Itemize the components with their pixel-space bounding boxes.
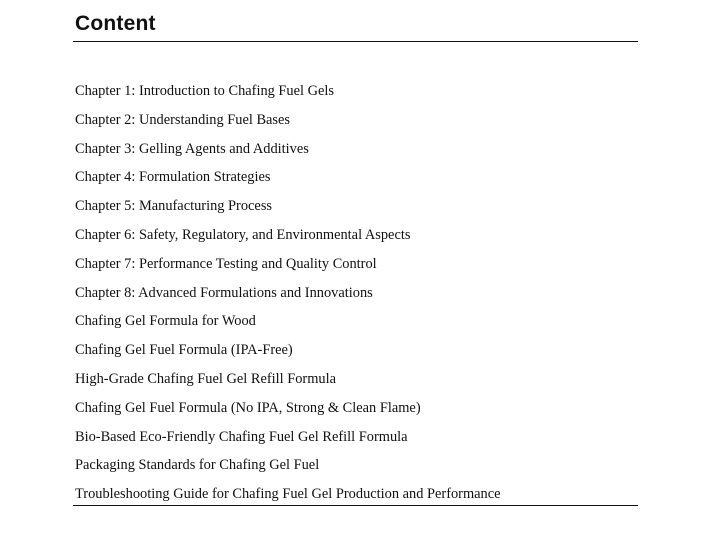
toc-entry[interactable]: Chafing Gel Fuel Formula (IPA-Free) (75, 342, 293, 359)
toc-entry[interactable]: Chapter 5: Manufacturing Process (75, 198, 273, 215)
toc-entry[interactable]: Chapter 3: Gelling Agents and Additives (75, 140, 309, 157)
toc-entry[interactable]: Chapter 1: Introduction to Chafing Fuel Gels (75, 83, 334, 99)
toc-entry[interactable]: Chapter 7: Performance Testing and Quality Control (75, 255, 377, 272)
toc-entry[interactable]: Chapter 4: Formulation Strategies (75, 169, 271, 186)
toc-entry[interactable]: High-Grade Chafing Fuel Gel Refill Formula (75, 370, 336, 387)
toc-entry[interactable]: Chafing Gel Fuel Formula (No IPA, Strong & Clean Flame) (75, 399, 421, 416)
toc-entry[interactable]: Troubleshooting Guide for Chafing Fuel Gel Production and Performance (75, 486, 501, 503)
toc-entry[interactable]: Chapter 8: Advanced Formulations and Innovations (75, 284, 373, 301)
toc-entry[interactable]: Packaging Standards for Chafing Gel Fuel (75, 457, 320, 474)
table-of-contents (75, 81, 501, 513)
toc-entry[interactable]: Chapter 2: Understanding Fuel Bases (75, 111, 291, 128)
toc-entry[interactable]: Chapter 6: Safety, Regulatory, and Environmental Aspects (75, 226, 411, 243)
bottom-divider (73, 505, 638, 506)
title-divider (73, 41, 638, 42)
toc-entry[interactable]: Bio-Based Eco-Friendly Chafing Fuel Gel Refill Formula (75, 428, 408, 445)
page-title: Content (75, 12, 156, 35)
toc-entry[interactable]: Chafing Gel Formula for Wood (75, 313, 256, 330)
